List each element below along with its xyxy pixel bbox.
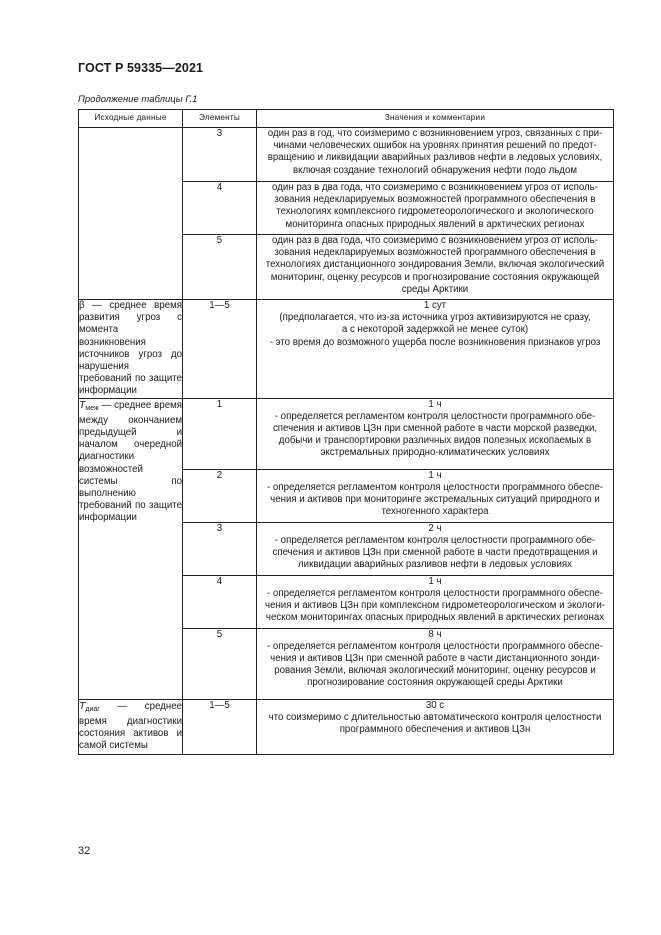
value-line: программного обеспечения и активов ЦЗн — [339, 724, 531, 736]
page-number: 32 — [78, 845, 91, 857]
value-line: рования Земли, включая экологический мониторинг, оценку ресурсов и — [274, 665, 596, 677]
element-cell: 3 — [183, 522, 257, 575]
value-line: 2 ч — [428, 522, 442, 534]
element-cell: 2 — [183, 469, 257, 522]
source-cell — [79, 128, 183, 300]
value-cell — [257, 522, 614, 575]
value-line: чения и активов при мониторинге экстремальных ситуаций природного и — [270, 494, 600, 506]
value-line: 1 ч — [428, 575, 442, 587]
value-line: - определяется регламентом контроля целостности программного обеспе- — [267, 481, 603, 493]
value-line: 8 ч — [428, 628, 442, 640]
source-text: β — среднее время развития угроз с момента возникновения источников угроз до нарушения требований по защите информации — [79, 300, 182, 397]
value-line: - определяется регламентом контроля целостности программного обе- — [274, 410, 596, 422]
value-line: - определяется регламентом контроля целостности программного обеспе- — [267, 587, 603, 599]
value-line: - это время до возможного ущерба после возникновения признаков угроз — [269, 336, 601, 348]
value-line: 1 ч — [428, 469, 442, 481]
source-text: — среднее время диагностики состояния активов и самой системы — [79, 700, 182, 752]
value-line: спечения и активов ЦЗн при сменной работе в части морской разведки, — [272, 423, 598, 435]
element-cell: 1—5 — [183, 699, 257, 754]
value-line: 1 сут — [423, 300, 447, 311]
column-header-values: Значения и комментарии — [257, 110, 614, 128]
value-line: 1 ч — [428, 398, 442, 410]
value-line: экстремальных природно-климатических условиях — [320, 447, 550, 459]
value-line: спечения и активов ЦЗн при сменной работе в части предотвращения и — [272, 547, 598, 559]
value-line: вращению и ликвидации аварийных разливов нефти в ледовых условиях, — [267, 152, 603, 164]
value-line: прогнозирование состояния окружающей среды Арктики — [307, 677, 563, 689]
table-body — [79, 128, 614, 755]
value-line: технологиях дистанционного зондирования Земли, включая экологический — [265, 259, 605, 271]
element-cell: 1—5 — [183, 300, 257, 399]
value-line: ческом мониторингах опасных природных явлений в арктических регионах — [265, 612, 605, 624]
value-cell — [257, 300, 614, 399]
value-line: что соизмеримо с длительностью автоматического контроля целостности — [268, 711, 602, 723]
value-cell — [257, 128, 614, 182]
value-line: техногенного характера — [381, 506, 489, 518]
value-line: мониторинг, оценку ресурсов и прогнозирование состояния окружающей — [270, 271, 600, 283]
table-header-row — [79, 110, 614, 128]
source-subscript: диаг — [85, 705, 100, 713]
value-line: 30 с — [425, 699, 445, 711]
document-code: ГОСТ Р 59335—2021 — [78, 61, 204, 75]
value-line: зования недекларируемых возможностей программного обеспечения в — [274, 247, 596, 259]
value-line: один раз в два года, что соизмеримо с возникновением угроз от исполь- — [272, 182, 598, 193]
value-line: - определяется регламентом контроля целостности программного обе- — [274, 534, 596, 546]
value-line: мониторинга опасных природных явлений в арктических регионах — [285, 218, 585, 230]
value-cell — [257, 628, 614, 699]
value-cell — [257, 699, 614, 754]
value-line: включая создание технологий обнаружения нефти подо льдом — [292, 164, 578, 176]
value-line: добычи и транспортировки различных видов полезных ископаемых в — [278, 435, 592, 447]
table-row — [79, 300, 614, 399]
value-line: а с некоторой задержкой не менее суток) — [341, 324, 529, 336]
data-table — [78, 109, 614, 755]
value-line: (предполагается, что из-за источника угроз активизируются не сразу, — [279, 312, 591, 324]
source-subscript: меж — [85, 404, 99, 412]
value-line: - определяется регламентом контроля целостности программного обеспе- — [267, 640, 603, 652]
element-cell: 5 — [183, 628, 257, 699]
value-line: зования недекларируемых возможностей программного обеспечения в — [274, 194, 596, 206]
column-header-source: Исходные данные — [79, 110, 183, 128]
value-line: чинами человеческих ошибок на уровнях принятия решений по предот- — [273, 140, 597, 152]
value-line: среды Арктики — [401, 283, 469, 295]
source-cell — [79, 398, 183, 699]
source-cell — [79, 699, 183, 754]
value-cell — [257, 398, 614, 469]
table-row — [79, 699, 614, 754]
value-cell — [257, 469, 614, 522]
value-line: ликвидации аварийных разливов нефти в ледовых условиях — [298, 559, 572, 571]
value-line: чения и активов ЦЗн при сменной работе в части дистанционного зонди- — [270, 653, 600, 665]
table-row — [79, 398, 614, 469]
value-cell — [257, 182, 614, 235]
element-cell: 3 — [183, 128, 257, 182]
column-header-elements: Элементы — [183, 110, 257, 128]
value-cell — [257, 575, 614, 628]
source-text: — среднее время между окончанием предыдущей и началом очередной диагностики возможностей системы по выполнению требований по защите информации — [79, 399, 182, 524]
value-line: один раз в два года, что соизмеримо с возникновением угроз от исполь- — [272, 235, 598, 246]
table-row — [79, 128, 614, 182]
value-line: один раз в год, что соизмеримо с возникновением угроз, связанных с при- — [267, 128, 603, 139]
element-cell: 1 — [183, 398, 257, 469]
element-cell: 5 — [183, 235, 257, 300]
source-cell — [79, 300, 183, 399]
value-line: технологиях комплексного гидрометеорологического и экологического — [276, 206, 594, 218]
table-caption: Продолжение таблицы Г.1 — [78, 94, 198, 105]
element-cell: 4 — [183, 575, 257, 628]
source-symbol: T — [79, 398, 86, 411]
source-symbol: T — [79, 699, 86, 712]
value-line: чения и активов ЦЗн при комплексном гидрометеорологическом и экологи- — [265, 600, 605, 612]
element-cell: 4 — [183, 182, 257, 235]
value-cell — [257, 235, 614, 300]
